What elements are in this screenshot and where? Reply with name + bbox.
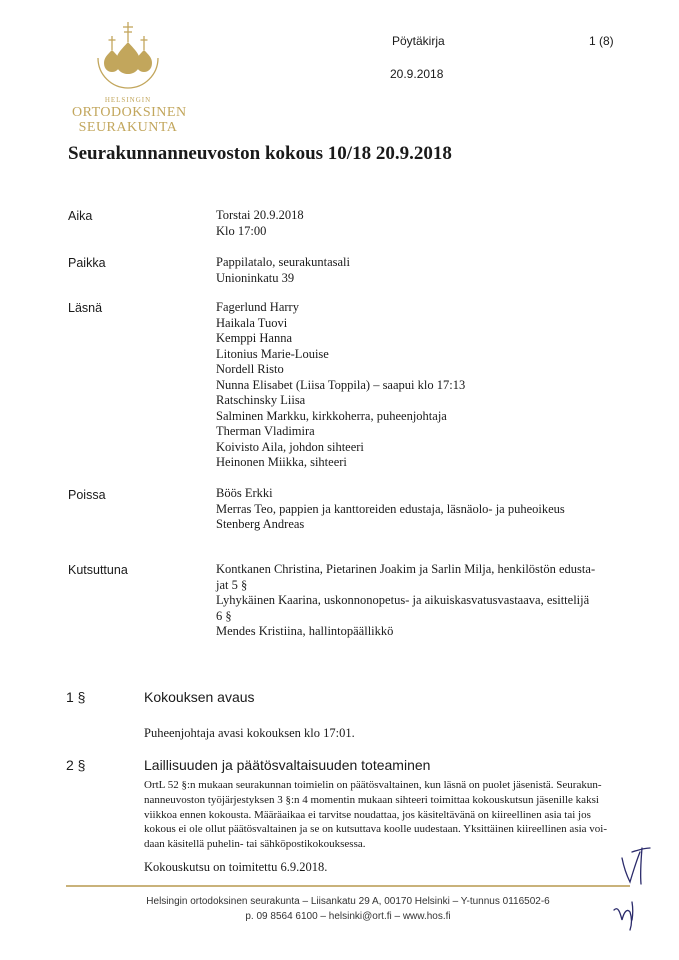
list-item: Nordell Risto: [216, 362, 284, 376]
list-item: Kontkanen Christina, Pietarinen Joakim ja Sarlin Milja, henkilöstön edusta-: [216, 562, 596, 576]
section-2-paragraph: OrtL 52 §:n mukaan seurakunnan toimielin on päätösvaltainen, kun läsnä on puolet jäsenistä. Seurakun- nanneuvoston työjärjestyksen 3 §:n 4 momentin mukaan sihteeri toimittaa kokouskutsun jäsenille kaksi viikkoa ennen kokousta. Määräaikaa ei tarvitse noudattaa, jos käsiteltävänä on kiireellinen asia tai jos kokous ei ole ollut päätösvaltainen ja se on kutsuttava koolle uudestaan. Yksittäinen kiireellinen asia voi- daan käsitellä puhelin- tai sähköpostikokouksessa.: [144, 779, 608, 851]
list-item: Salminen Markku, kirkkoherra, puheenjohtaja: [216, 408, 447, 423]
parish-logo: [72, 20, 187, 135]
logo-line2: SEURAKUNTA: [78, 120, 178, 135]
list-item: Nunna Elisabet (Liisa Toppila) – saapui klo 17:13: [216, 377, 466, 392]
absent-list: [216, 486, 636, 533]
page-title: Seurakunnanneuvoston kokous 10/18 20.9.2018: [68, 143, 452, 164]
list-item: Koivisto Aila, johdon sihteeri: [216, 439, 364, 454]
list-item: Mendes Kristiina, hallintopäällikkö: [216, 624, 394, 638]
footer-contact: p. 09 8564 6100 – helsinki@ort.fi – www.hos.fi: [245, 911, 451, 922]
place-value: Pappilatalo, seurakuntasali Unioninkatu 39: [216, 255, 350, 285]
logo-small-text: HELSINGIN: [104, 96, 152, 104]
list-item: Lyhykäinen Kaarina, uskonnonopetus- ja aikuiskasvatusvastaava, esittelijä: [216, 593, 590, 607]
list-item: Haikala Tuovi: [216, 315, 288, 330]
absent-label: Poissa: [68, 488, 106, 502]
document-type: Pöytäkirja: [392, 34, 445, 48]
section-2-title: Laillisuuden ja päätösvaltaisuuden toteaminen: [144, 757, 431, 773]
church-domes-icon: [88, 20, 168, 96]
list-item: Therman Vladimira: [216, 424, 315, 438]
list-item: Kemppi Hanna: [216, 331, 293, 345]
handwritten-initials-icon: [600, 842, 660, 942]
list-item: 6 §: [216, 608, 232, 623]
page-number: 1 (8): [589, 34, 614, 48]
list-item: Merras Teo, pappien ja kanttoreiden edustaja, läsnäolo- ja puheoikeus: [216, 501, 565, 516]
invited-list: [216, 562, 636, 640]
footer-divider: [66, 885, 630, 887]
time-value: Torstai 20.9.2018 Klo 17:00: [216, 208, 304, 238]
footer-address: Helsingin ortodoksinen seurakunta – Liisankatu 29 A, 00170 Helsinki – Y-tunnus 0116502-6: [146, 896, 550, 907]
section-1-number: 1 §: [66, 689, 86, 705]
list-item: jat 5 §: [216, 577, 248, 592]
present-list: [216, 300, 636, 471]
section-2-number: 2 §: [66, 757, 86, 773]
list-item: Fagerlund Harry: [216, 300, 299, 314]
invited-label: Kutsuttuna: [68, 563, 128, 577]
section-1-title: Kokouksen avaus: [144, 689, 255, 705]
section-1-text: Puheenjohtaja avasi kokouksen klo 17:01.: [144, 726, 355, 740]
list-item: Stenberg Andreas: [216, 517, 305, 531]
document-date: 20.9.2018: [390, 67, 444, 81]
list-item: Böös Erkki: [216, 486, 273, 500]
list-item: Ratschinsky Liisa: [216, 393, 306, 407]
list-item: Heinonen Miikka, sihteeri: [216, 455, 347, 469]
section-2-text: Kokouskutsu on toimitettu 6.9.2018.: [144, 860, 328, 874]
place-label: Paikka: [68, 256, 106, 270]
time-label: Aika: [68, 209, 93, 223]
logo-line1: ORTODOKSINEN: [72, 105, 187, 120]
present-label: Läsnä: [68, 301, 103, 315]
list-item: Litonius Marie-Louise: [216, 346, 329, 361]
